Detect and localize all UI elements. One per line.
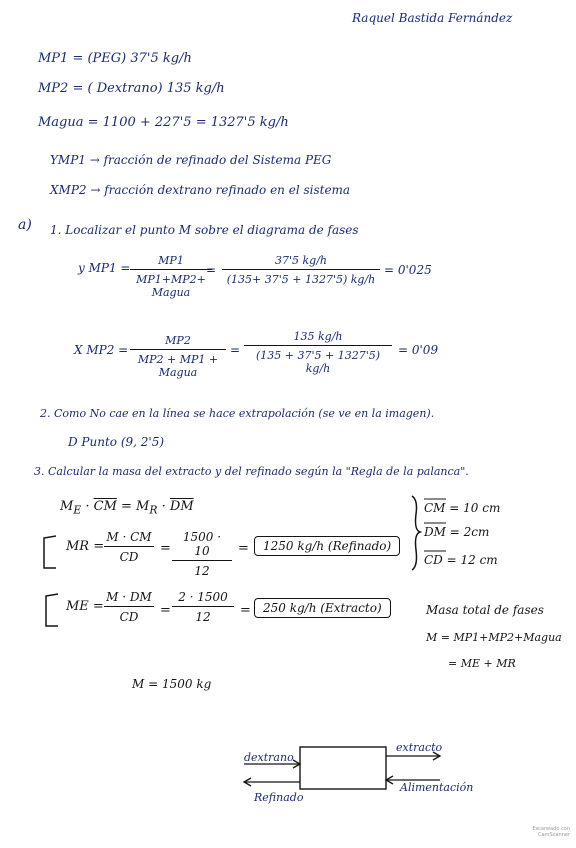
point-d: D Punto (9, 2'5): [68, 435, 165, 449]
me-equals-2: =: [240, 603, 251, 618]
label-extracto: extracto: [396, 741, 443, 754]
me-lhs: ME =: [66, 599, 104, 614]
total-mass: M = 1500 kg: [132, 677, 212, 691]
mass-eq-2: = ME + MR: [448, 657, 516, 670]
y-mp1-result: = 0'025: [384, 263, 432, 277]
x-mp2-lhs: X MP2 =: [74, 343, 129, 357]
mr-equals-2: =: [238, 541, 249, 556]
x-mp2-numerator: MP2: [165, 334, 191, 347]
segment-cd: CD = 12 cm: [424, 553, 498, 567]
def-mp1: MP1 = (PEG) 37'5 kg/h: [38, 51, 192, 66]
step-3: 3. Calcular la masa del extracto y del refinado según la "Regla de la palanca".: [34, 465, 469, 478]
mr-result-box: 1250 kg/h (Refinado): [254, 536, 400, 556]
x-mp2-equals: =: [230, 343, 241, 357]
y-mp1-numerator: MP1: [158, 254, 184, 267]
brace-segments: [412, 496, 420, 570]
def-mp2: MP2 = ( Dextrano) 135 kg/h: [38, 81, 225, 96]
label-refinado: Refinado: [254, 791, 304, 804]
step-2: 2. Como No cae en la línea se hace extrapolación (se ve en la imagen).: [40, 407, 435, 420]
me-numerator: M · DM: [106, 590, 152, 604]
process-box: [300, 747, 386, 789]
me-value-numerator: 2 · 1500: [178, 590, 228, 604]
label-dextrano: dextrano: [244, 751, 294, 764]
x-mp2-value-denominator: (135 + 37'5 + 1327'5) kg/h: [244, 345, 392, 375]
step-1: 1. Localizar el punto M sobre el diagrama de fases: [50, 223, 359, 237]
me-denominator: CD: [104, 606, 154, 624]
mr-lhs: MR =: [66, 539, 105, 554]
me-value-denominator: 12: [172, 606, 234, 624]
mr-numerator: M · CM: [106, 530, 152, 544]
me-result-box: 250 kg/h (Extracto): [254, 598, 391, 618]
x-mp2-denominator: MP2 + MP1 + Magua: [130, 349, 226, 379]
mr-value-numerator: 1500 · 10: [182, 530, 222, 558]
part-a-marker: a): [18, 217, 32, 233]
mass-title: Masa total de fases: [426, 603, 544, 617]
bracket-me: [46, 594, 58, 626]
segment-dm: DM = 2cm: [424, 525, 490, 539]
mr-equals: =: [160, 541, 171, 556]
x-mp2-result: = 0'09: [398, 343, 439, 357]
scanner-watermark: [532, 827, 570, 838]
watermark-line-2: CamScanner: [538, 831, 570, 838]
mr-value-denominator: 12: [172, 560, 232, 578]
y-mp1-value-denominator: (135+ 37'5 + 1327'5) kg/h: [222, 269, 380, 286]
def-xmp2: XMP2 → fracción dextrano refinado en el sistema: [50, 183, 351, 197]
lever-rule: $M_E \cdot \overline{CM} = M_R \cdot \overline{DM}$: [60, 499, 194, 517]
y-mp1-value-numerator: 37'5 kg/h: [274, 254, 327, 267]
mr-denominator: CD: [104, 546, 154, 564]
author-name: Raquel Bastida Fernández: [352, 11, 513, 25]
bracket-mr: [44, 536, 56, 568]
def-magua: Magua = 1100 + 227'5 = 1327'5 kg/h: [38, 115, 289, 130]
y-mp1-equals: =: [206, 263, 217, 277]
def-ymp1: YMP1 → fracción de refinado del Sistema PEG: [50, 153, 332, 167]
label-alimentacion: Alimentación: [400, 781, 474, 794]
me-equals: =: [160, 603, 171, 618]
segment-cm: CM = 10 cm: [424, 501, 501, 515]
y-mp1-denominator: MP1+MP2+ Magua: [130, 269, 212, 299]
mass-eq-1: M = MP1+MP2+Magua: [426, 631, 562, 644]
y-mp1-lhs: y MP1 =: [78, 261, 131, 275]
x-mp2-value-numerator: 135 kg/h: [293, 330, 343, 343]
watermark-line-1: Escaneado con: [532, 826, 570, 832]
